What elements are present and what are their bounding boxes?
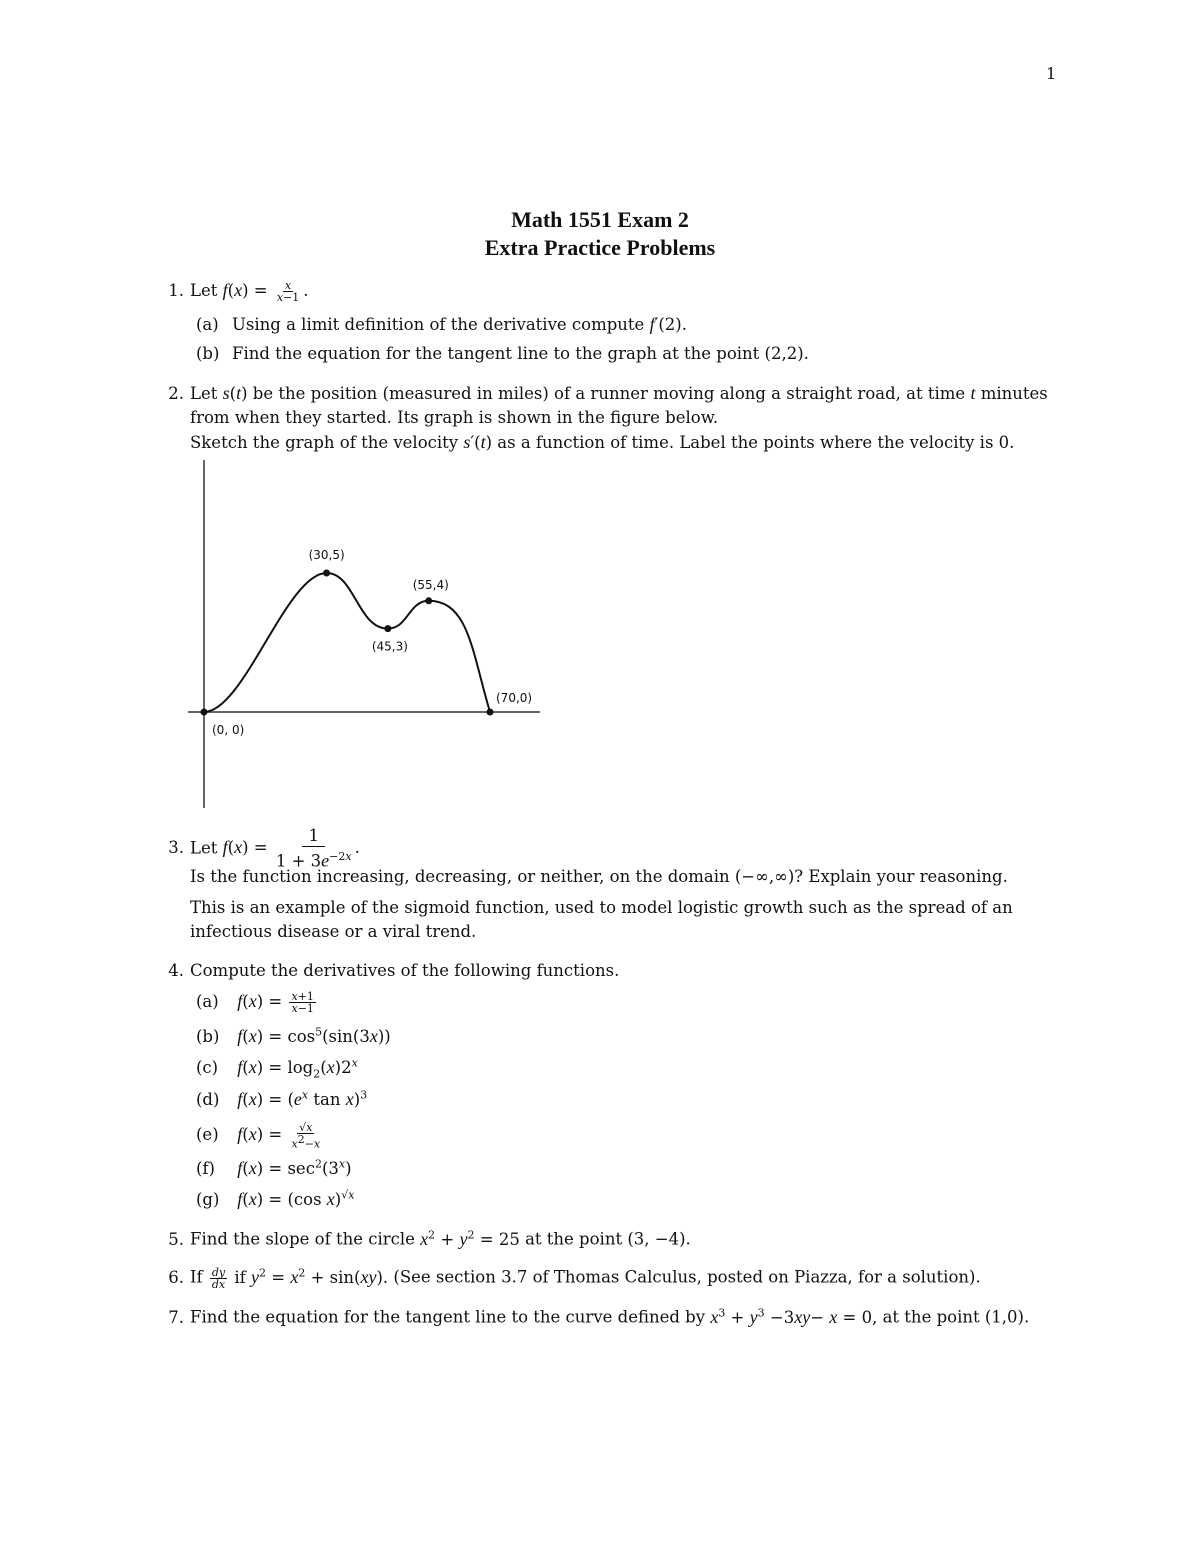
problem-2-line-2: from when they started. Its graph is shown in the figure below. [190,408,719,427]
problem-3-line-3: This is an example of the sigmoid function, used to model logistic growth such as the spread of an [190,898,1013,917]
problem-4-number: 4. [168,961,184,980]
problem-4e-label: (e) [196,1125,219,1145]
point-origin [201,709,208,716]
point-local-max [425,597,432,604]
problem-2-line-3-post: as a function of time. Label the points where the velocity is 0. [497,433,1015,452]
point-valley [384,625,391,632]
point-label-valley: (45,3) [371,639,408,654]
problem-1a-expr: f′(2). [649,314,687,334]
problem-4b-label: (b) [196,1026,220,1046]
problem-4b-expr: $f(x) = \cos^5(\sin(3x))$ [237,1025,391,1046]
problem-7-number: 7. [168,1307,184,1327]
problem-1-number: 1. [168,281,184,300]
problem-4d [196,1088,367,1110]
problem-4g-expr: f(x) = (cos x)$^{√x}$ [237,1188,355,1209]
problem-6-post: (See section 3.7 of Thomas Calculus, posted on Piazza, for a solution). [393,1267,981,1287]
problem-4d-expr: $f(x) = (e^x$ tan x)$^3$ [237,1088,368,1109]
problem-2-text-end: minutes [980,384,1048,403]
page-number: 1 [1046,64,1057,83]
problem-6-number: 6. [168,1267,184,1287]
problem-4f-expr: $f(x) = \sec^2(3^x)$ [237,1157,352,1178]
problem-4a-expr: f(x) = $\frac{x+1}{x-1}$ [237,990,314,1015]
problem-4c [196,1056,358,1080]
point-peak [323,570,330,577]
problem-1b-label: (b) [196,344,220,363]
problem-5 [158,1228,691,1250]
problem-1a-text: Using a limit definition of the derivative compute [232,315,645,334]
page-subtitle: Extra Practice Problems [484,235,716,260]
problem-3-number: 3. [168,838,184,858]
point-label-local-max: (55,4) [412,577,449,592]
problem-5-pre: Find the slope of the circle [190,1229,415,1249]
problem-3-line-1 [158,826,360,872]
point-label-origin: (0, 0) [212,723,245,737]
problem-4a-label: (a) [196,992,219,1011]
problem-2-velocity-expr: s′(t) [463,432,493,452]
problem-4-text: Compute the derivatives of the following functions. [190,961,620,980]
problem-7 [158,1306,1029,1328]
problem-6-expr: $\frac{dy}{dx}$ if $y^2 = x^2 + \sin(xy)$. [211,1265,389,1291]
problem-4f [196,1157,352,1179]
point-label-end: (70,0) [496,691,533,705]
problem-1b-text: Find the equation for the tangent line to the graph at the point (2,2). [232,344,809,363]
problem-2-position-expr: s(t) [222,383,248,403]
problem-4-intro [158,961,619,980]
position-curve [204,573,490,712]
problem-2-text: be the position (measured in miles) of a runner moving along a straight road, at time [252,384,966,403]
problem-5-expr: $x^2 + y^2 = 25$ [420,1228,520,1249]
problem-7-post: at the point (1,0). [882,1307,1030,1327]
problem-1a-label: (a) [196,315,219,334]
problem-3-line-4: infectious disease or a viral trend. [190,922,477,941]
problem-7-pre: Find the equation for the tangent line to the curve defined by [190,1307,706,1327]
problem-2-t-var: t [970,383,976,403]
problem-4b [196,1025,391,1047]
problem-1-function: f(x) = $\frac{x}{x-1}$ . [222,279,309,304]
problem-3-line-2: Is the function increasing, decreasing, or neither, on the domain (−∞,∞)? Explain your reasoning. [190,867,1008,886]
problem-2-lead: Let [190,384,218,403]
problem-2-line-3-pre: Sketch the graph of the velocity [190,433,459,452]
problem-4e-expr: f(x) = $\frac{√x}{x^2-x}$ [237,1121,321,1151]
point-end [487,709,494,716]
problem-2-number: 2. [168,384,184,403]
problem-4c-expr: $f(x) = \log_2(x)2^x$ [237,1056,358,1080]
problem-5-post: at the point (3, −4). [525,1229,691,1249]
problem-4d-label: (d) [196,1089,220,1109]
problem-4a [196,991,318,1014]
problem-3-lead: Let [190,838,218,858]
problem-1-lead: Let [190,281,218,300]
problem-4e [196,1122,324,1150]
problem-4f-label: (f) [196,1158,215,1178]
problem-7-expr: $x^3 + y^3 -3xy- x = 0$, [710,1306,878,1327]
page-title: Math 1551 Exam 2 [511,207,689,232]
problem-4g [196,1188,354,1210]
problem-5-number: 5. [168,1229,184,1249]
problem-6 [158,1266,981,1290]
problem-6-pre: If [190,1267,203,1287]
point-label-peak: (30,5) [308,548,345,562]
problem-4c-label: (c) [196,1057,219,1077]
problem-3-function: f(x) = $\frac{1}{1 + 3e^{-2x}}$ . [222,826,360,871]
problem-4g-label: (g) [196,1189,220,1209]
